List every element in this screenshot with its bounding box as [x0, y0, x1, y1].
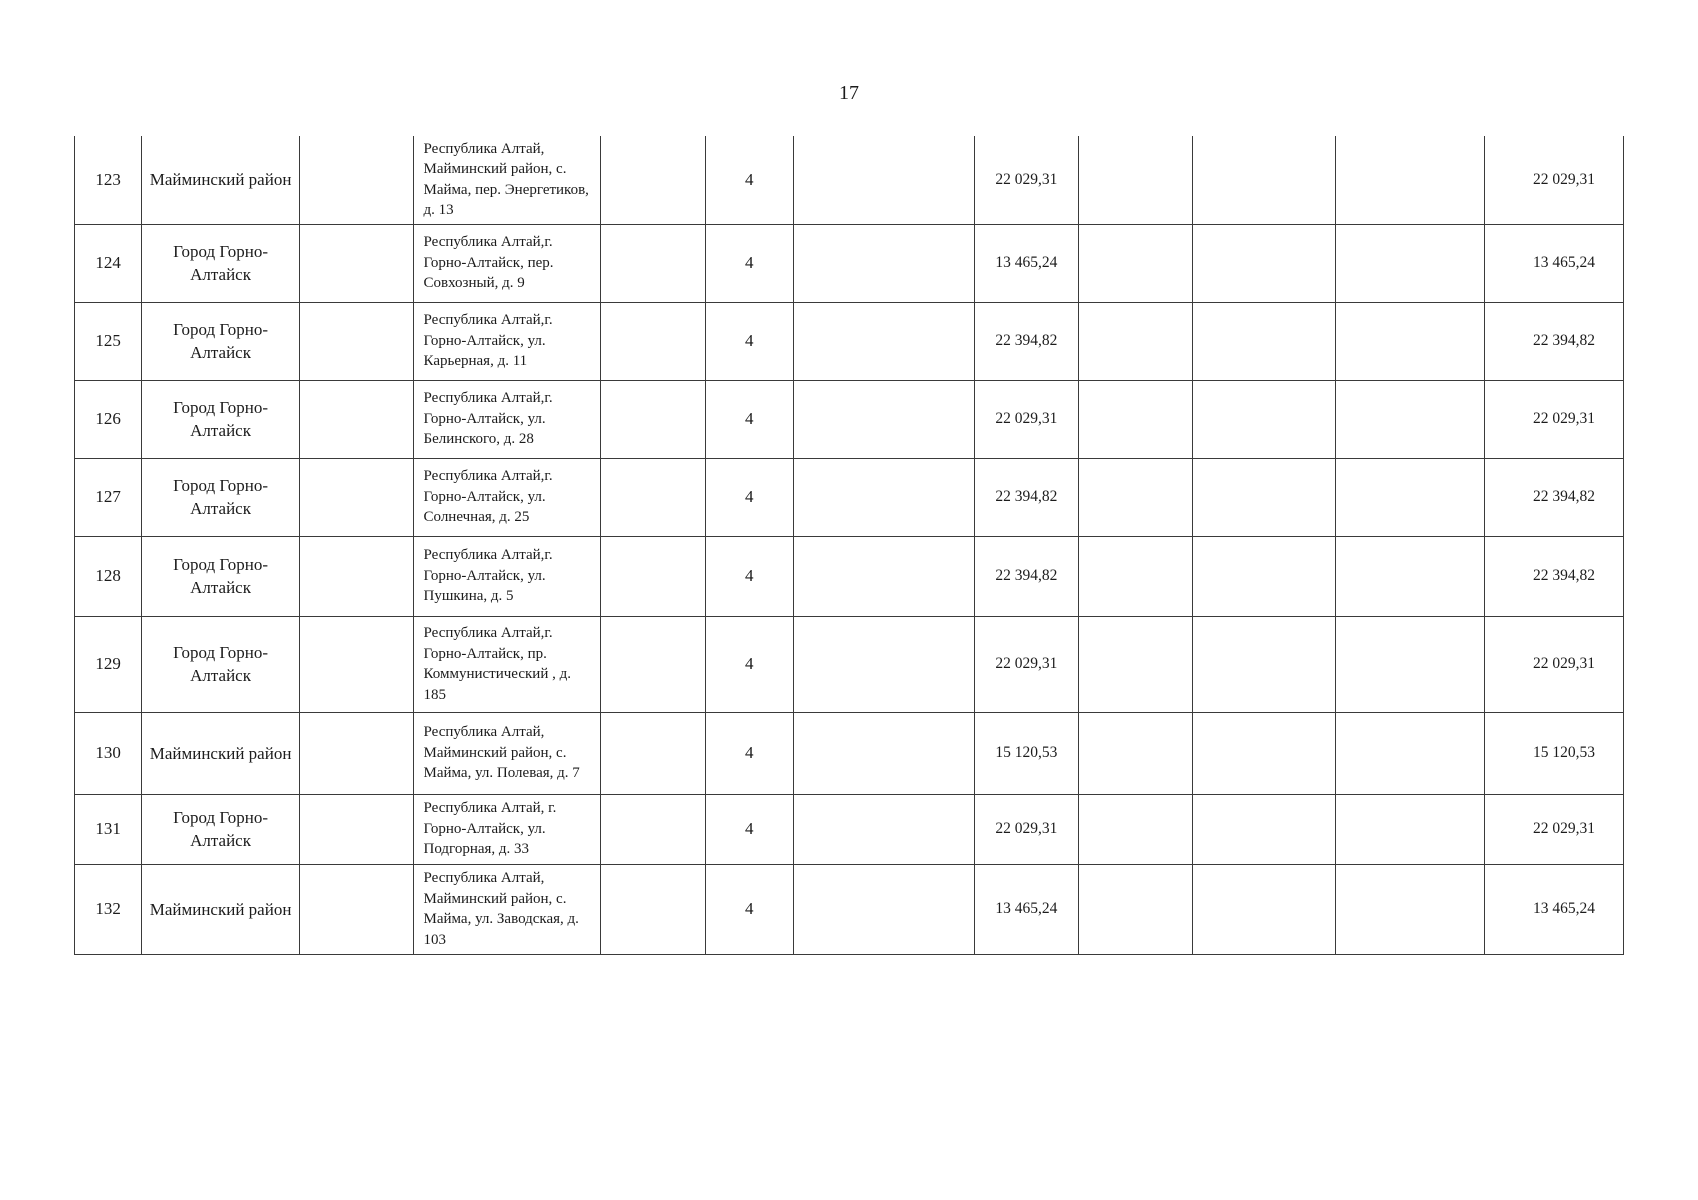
address-cell: Республика Алтай, г. Горно-Алтайск, ул. Подгорная, д. 33 — [413, 794, 601, 864]
empty-cell — [299, 712, 413, 794]
row-number-cell: 124 — [75, 224, 142, 302]
address-cell: Республика Алтай, Майминский район, с. Майма, ул. Полевая, д. 7 — [413, 712, 601, 794]
empty-cell — [1192, 536, 1336, 616]
total-cell: 22 394,82 — [1484, 458, 1623, 536]
empty-cell — [299, 864, 413, 954]
empty-cell — [793, 224, 974, 302]
table-row — [75, 616, 1624, 712]
count-cell: 4 — [705, 864, 793, 954]
address-cell: Республика Алтай, Майминский район, с. Майма, ул. Заводская, д. 103 — [413, 864, 601, 954]
municipality-cell: Город Горно-Алтайск — [142, 794, 300, 864]
empty-cell — [1336, 712, 1484, 794]
municipality-cell: Город Горно-Алтайск — [142, 458, 300, 536]
registry-table — [74, 136, 1624, 955]
empty-cell — [793, 864, 974, 954]
row-number-cell: 125 — [75, 302, 142, 380]
empty-cell — [1192, 712, 1336, 794]
total-cell: 13 465,24 — [1484, 864, 1623, 954]
empty-cell — [1192, 458, 1336, 536]
empty-cell — [1336, 616, 1484, 712]
amount-cell: 22 029,31 — [974, 136, 1078, 224]
empty-cell — [1336, 136, 1484, 224]
municipality-cell: Майминский район — [142, 136, 300, 224]
empty-cell — [1192, 864, 1336, 954]
municipality-cell: Город Горно-Алтайск — [142, 536, 300, 616]
count-cell: 4 — [705, 794, 793, 864]
row-number-cell: 126 — [75, 380, 142, 458]
address-cell: Республика Алтай,г. Горно-Алтайск, ул. Белинского, д. 28 — [413, 380, 601, 458]
empty-cell — [793, 616, 974, 712]
empty-cell — [299, 380, 413, 458]
empty-cell — [601, 536, 705, 616]
amount-cell: 22 394,82 — [974, 458, 1078, 536]
amount-cell: 22 029,31 — [974, 794, 1078, 864]
empty-cell — [1336, 794, 1484, 864]
empty-cell — [793, 302, 974, 380]
address-cell: Республика Алтай,г. Горно-Алтайск, ул. Пушкина, д. 5 — [413, 536, 601, 616]
empty-cell — [1336, 864, 1484, 954]
amount-cell: 22 029,31 — [974, 616, 1078, 712]
count-cell: 4 — [705, 136, 793, 224]
amount-cell: 22 029,31 — [974, 380, 1078, 458]
amount-cell: 13 465,24 — [974, 224, 1078, 302]
total-cell: 22 029,31 — [1484, 794, 1623, 864]
empty-cell — [793, 380, 974, 458]
amount-cell: 22 394,82 — [974, 302, 1078, 380]
empty-cell — [1336, 380, 1484, 458]
empty-cell — [793, 794, 974, 864]
page-number: 17 — [839, 82, 859, 104]
empty-cell — [793, 458, 974, 536]
empty-cell — [1336, 224, 1484, 302]
empty-cell — [1078, 224, 1192, 302]
empty-cell — [1078, 136, 1192, 224]
table-row — [75, 794, 1624, 864]
total-cell: 22 029,31 — [1484, 616, 1623, 712]
empty-cell — [1192, 224, 1336, 302]
municipality-cell: Майминский район — [142, 864, 300, 954]
table-row — [75, 380, 1624, 458]
total-cell: 22 394,82 — [1484, 536, 1623, 616]
empty-cell — [299, 616, 413, 712]
address-cell: Республика Алтай,г. Горно-Алтайск, ул. Карьерная, д. 11 — [413, 302, 601, 380]
empty-cell — [1078, 794, 1192, 864]
empty-cell — [299, 136, 413, 224]
total-cell: 22 394,82 — [1484, 302, 1623, 380]
empty-cell — [299, 536, 413, 616]
table-row — [75, 136, 1624, 224]
table-row — [75, 224, 1624, 302]
empty-cell — [601, 224, 705, 302]
count-cell: 4 — [705, 458, 793, 536]
empty-cell — [1192, 794, 1336, 864]
empty-cell — [1336, 536, 1484, 616]
empty-cell — [1078, 302, 1192, 380]
address-cell: Республика Алтай, Майминский район, с. Майма, пер. Энергетиков, д. 13 — [413, 136, 601, 224]
amount-cell: 15 120,53 — [974, 712, 1078, 794]
row-number-cell: 132 — [75, 864, 142, 954]
total-cell: 15 120,53 — [1484, 712, 1623, 794]
total-cell: 22 029,31 — [1484, 136, 1623, 224]
municipality-cell: Город Горно-Алтайск — [142, 380, 300, 458]
table-row — [75, 458, 1624, 536]
row-number-cell: 129 — [75, 616, 142, 712]
amount-cell: 13 465,24 — [974, 864, 1078, 954]
empty-cell — [1192, 302, 1336, 380]
count-cell: 4 — [705, 712, 793, 794]
empty-cell — [1336, 458, 1484, 536]
empty-cell — [299, 458, 413, 536]
count-cell: 4 — [705, 380, 793, 458]
count-cell: 4 — [705, 616, 793, 712]
empty-cell — [1192, 380, 1336, 458]
count-cell: 4 — [705, 224, 793, 302]
municipality-cell: Город Горно-Алтайск — [142, 616, 300, 712]
municipality-cell: Город Горно-Алтайск — [142, 224, 300, 302]
empty-cell — [601, 458, 705, 536]
empty-cell — [1078, 712, 1192, 794]
empty-cell — [601, 302, 705, 380]
empty-cell — [793, 536, 974, 616]
empty-cell — [299, 302, 413, 380]
row-number-cell: 127 — [75, 458, 142, 536]
address-cell: Республика Алтай,г. Горно-Алтайск, пр. Коммунистический , д. 185 — [413, 616, 601, 712]
row-number-cell: 128 — [75, 536, 142, 616]
empty-cell — [601, 136, 705, 224]
count-cell: 4 — [705, 536, 793, 616]
row-number-cell: 131 — [75, 794, 142, 864]
empty-cell — [601, 380, 705, 458]
municipality-cell: Майминский район — [142, 712, 300, 794]
empty-cell — [1078, 616, 1192, 712]
empty-cell — [1336, 302, 1484, 380]
empty-cell — [1078, 458, 1192, 536]
address-cell: Республика Алтай,г. Горно-Алтайск, ул. Солнечная, д. 25 — [413, 458, 601, 536]
empty-cell — [793, 712, 974, 794]
table-row — [75, 536, 1624, 616]
table-row — [75, 864, 1624, 954]
address-cell: Республика Алтай,г. Горно-Алтайск, пер. Совхозный, д. 9 — [413, 224, 601, 302]
table-row — [75, 712, 1624, 794]
municipality-cell: Город Горно-Алтайск — [142, 302, 300, 380]
total-cell: 22 029,31 — [1484, 380, 1623, 458]
row-number-cell: 130 — [75, 712, 142, 794]
empty-cell — [1078, 536, 1192, 616]
row-number-cell: 123 — [75, 136, 142, 224]
empty-cell — [1192, 616, 1336, 712]
empty-cell — [601, 712, 705, 794]
table-row — [75, 302, 1624, 380]
empty-cell — [1078, 864, 1192, 954]
empty-cell — [299, 224, 413, 302]
total-cell: 13 465,24 — [1484, 224, 1623, 302]
empty-cell — [793, 136, 974, 224]
empty-cell — [299, 794, 413, 864]
amount-cell: 22 394,82 — [974, 536, 1078, 616]
empty-cell — [601, 616, 705, 712]
empty-cell — [1192, 136, 1336, 224]
empty-cell — [601, 794, 705, 864]
empty-cell — [1078, 380, 1192, 458]
count-cell: 4 — [705, 302, 793, 380]
empty-cell — [601, 864, 705, 954]
